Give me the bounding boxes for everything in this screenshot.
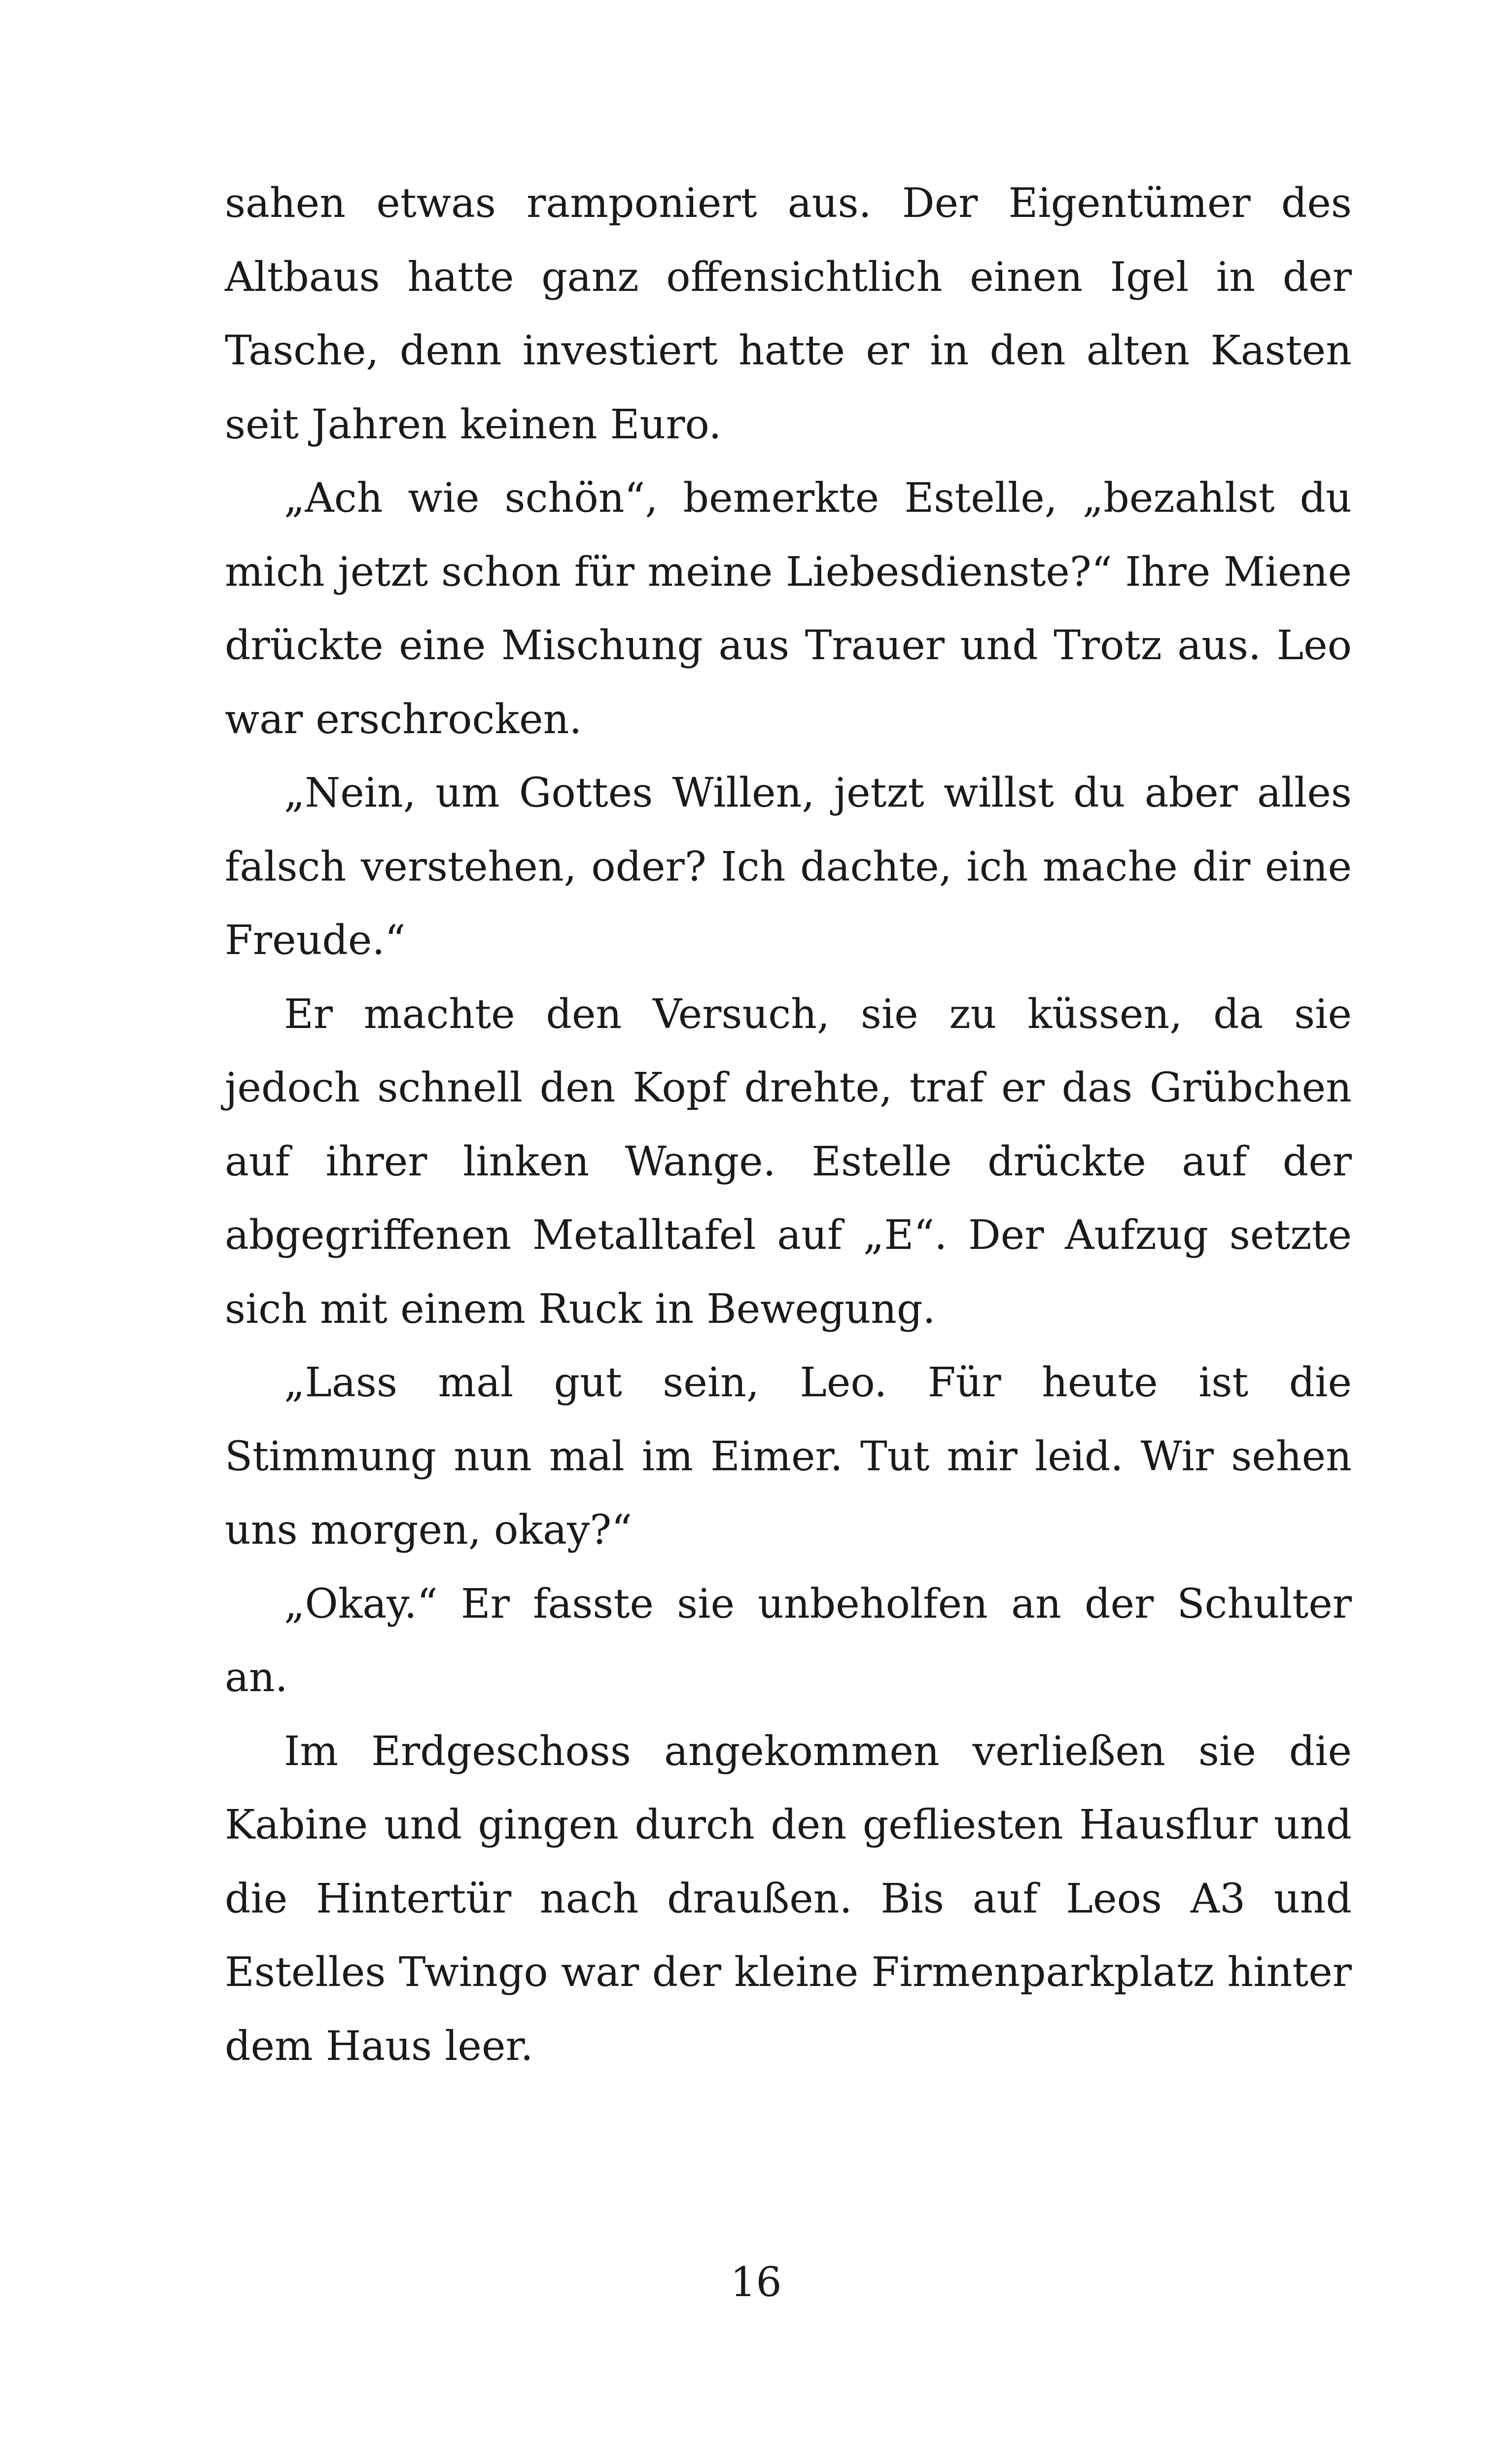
paragraph: „Ach wie schön“, bemerkte Estelle, „bezahlst du mich jetzt schon für meine Liebesdienste?“ Ihre Miene drückte eine Mischung aus Trauer und Trotz aus. Leo war erschrocken. xyxy=(225,475,1352,743)
paragraph: „Lass mal gut sein, Leo. Für heute ist die Stimmung nun mal im Eimer. Tut mir leid. Wir sehen uns morgen, okay?“ xyxy=(225,1359,1352,1554)
paragraph: „Okay.“ Er fasste sie unbeholfen an der Schulter an. xyxy=(225,1580,1352,1701)
paragraph: sahen etwas ramponiert aus. Der Eigentümer des Altbaus hatte ganz offensichtlich einen Igel in der Tasche, denn investiert hatte er in den alten Kasten seit Jahren keinen Euro. xyxy=(225,180,1352,448)
page-number: 16 xyxy=(730,2259,782,2306)
body-text xyxy=(225,167,1352,2083)
paragraph: Er machte den Versuch, sie zu küssen, da sie jedoch schnell den Kopf drehte, traf er das Grübchen auf ihrer linken Wange. Estelle drückte auf der abgegriffenen Metalltafel auf „E“. Der Aufzug setzte sich mit einem Ruck in Bewegung. xyxy=(225,991,1352,1333)
paragraph: „Nein, um Gottes Willen, jetzt willst du aber alles falsch verstehen, oder? Ich dachte, ich mache dir eine Freude.“ xyxy=(225,770,1352,964)
paragraph: Im Erdgeschoss angekommen verließen sie die Kabine und gingen durch den gefliesten Hausflur und die Hintertür nach draußen. Bis auf Leos A3 und Estelles Twingo war der kleine Firmenparkplatz hinter dem Haus leer. xyxy=(225,1728,1352,2070)
